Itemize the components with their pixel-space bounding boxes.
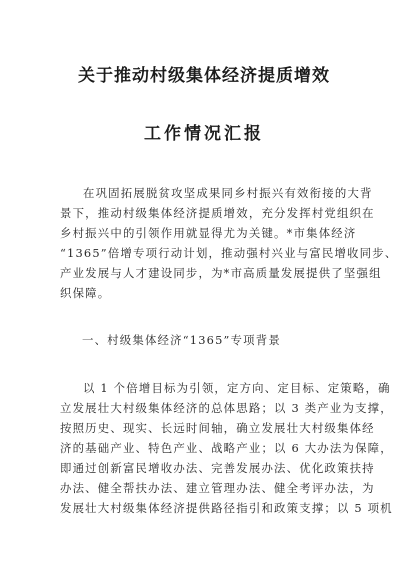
paragraph-intro — [60, 183, 398, 303]
paragraph-line: 在巩固拓展脱贫攻坚成果同乡村振兴有效衔接的大背 — [83, 186, 373, 200]
paragraph-line: 产业发展与人才建设同步，为*市高质量发展提供了坚强组 — [60, 266, 382, 280]
paragraph-line: 按照历史、现实、长远时间轴，确立发展壮大村级集体经 — [60, 421, 375, 435]
document-title-line-1: 关于推动村级集体经济提质增效 — [78, 66, 330, 86]
paragraph-line: 织保障。 — [60, 286, 111, 300]
paragraph-line: 立发展壮大村级集体经济的总体思路；以 3 类产业为支撑， — [60, 401, 393, 415]
paragraph-line: 办法、健全帮扶办法、建立管理办法、健全考评办法，为 — [60, 481, 375, 495]
paragraph-line: 即通过创新富民增收办法、完善发展办法、优化政策扶持 — [60, 461, 375, 475]
paragraph-line: 发展壮大村级集体经济提供路径指引和政策支撑；以 5 项机 — [60, 501, 393, 515]
paragraph-line: 济的基础产业、特色产业、战略产业；以 6 大办法为保障， — [60, 441, 393, 455]
paragraph-line: 景下，推动村级集体经济提质增效，充分发挥村党组织在 — [60, 206, 375, 220]
paragraph-line: 以 1 个倍增目标为引领，定方向、定目标、定策略，确 — [83, 381, 391, 395]
paragraph-line: 乡村振兴中的引领作用就显得尤为关键。*市集体经济 — [60, 226, 357, 240]
paragraph-line: “1365”倍增专项行动计划，推动强村兴业与富民增收同步、 — [60, 246, 398, 260]
document-title-line-2: 工作情况汇报 — [144, 124, 264, 144]
paragraph-background — [60, 378, 393, 518]
section-heading: 一、村级集体经济“1365”专项背景 — [82, 333, 281, 347]
